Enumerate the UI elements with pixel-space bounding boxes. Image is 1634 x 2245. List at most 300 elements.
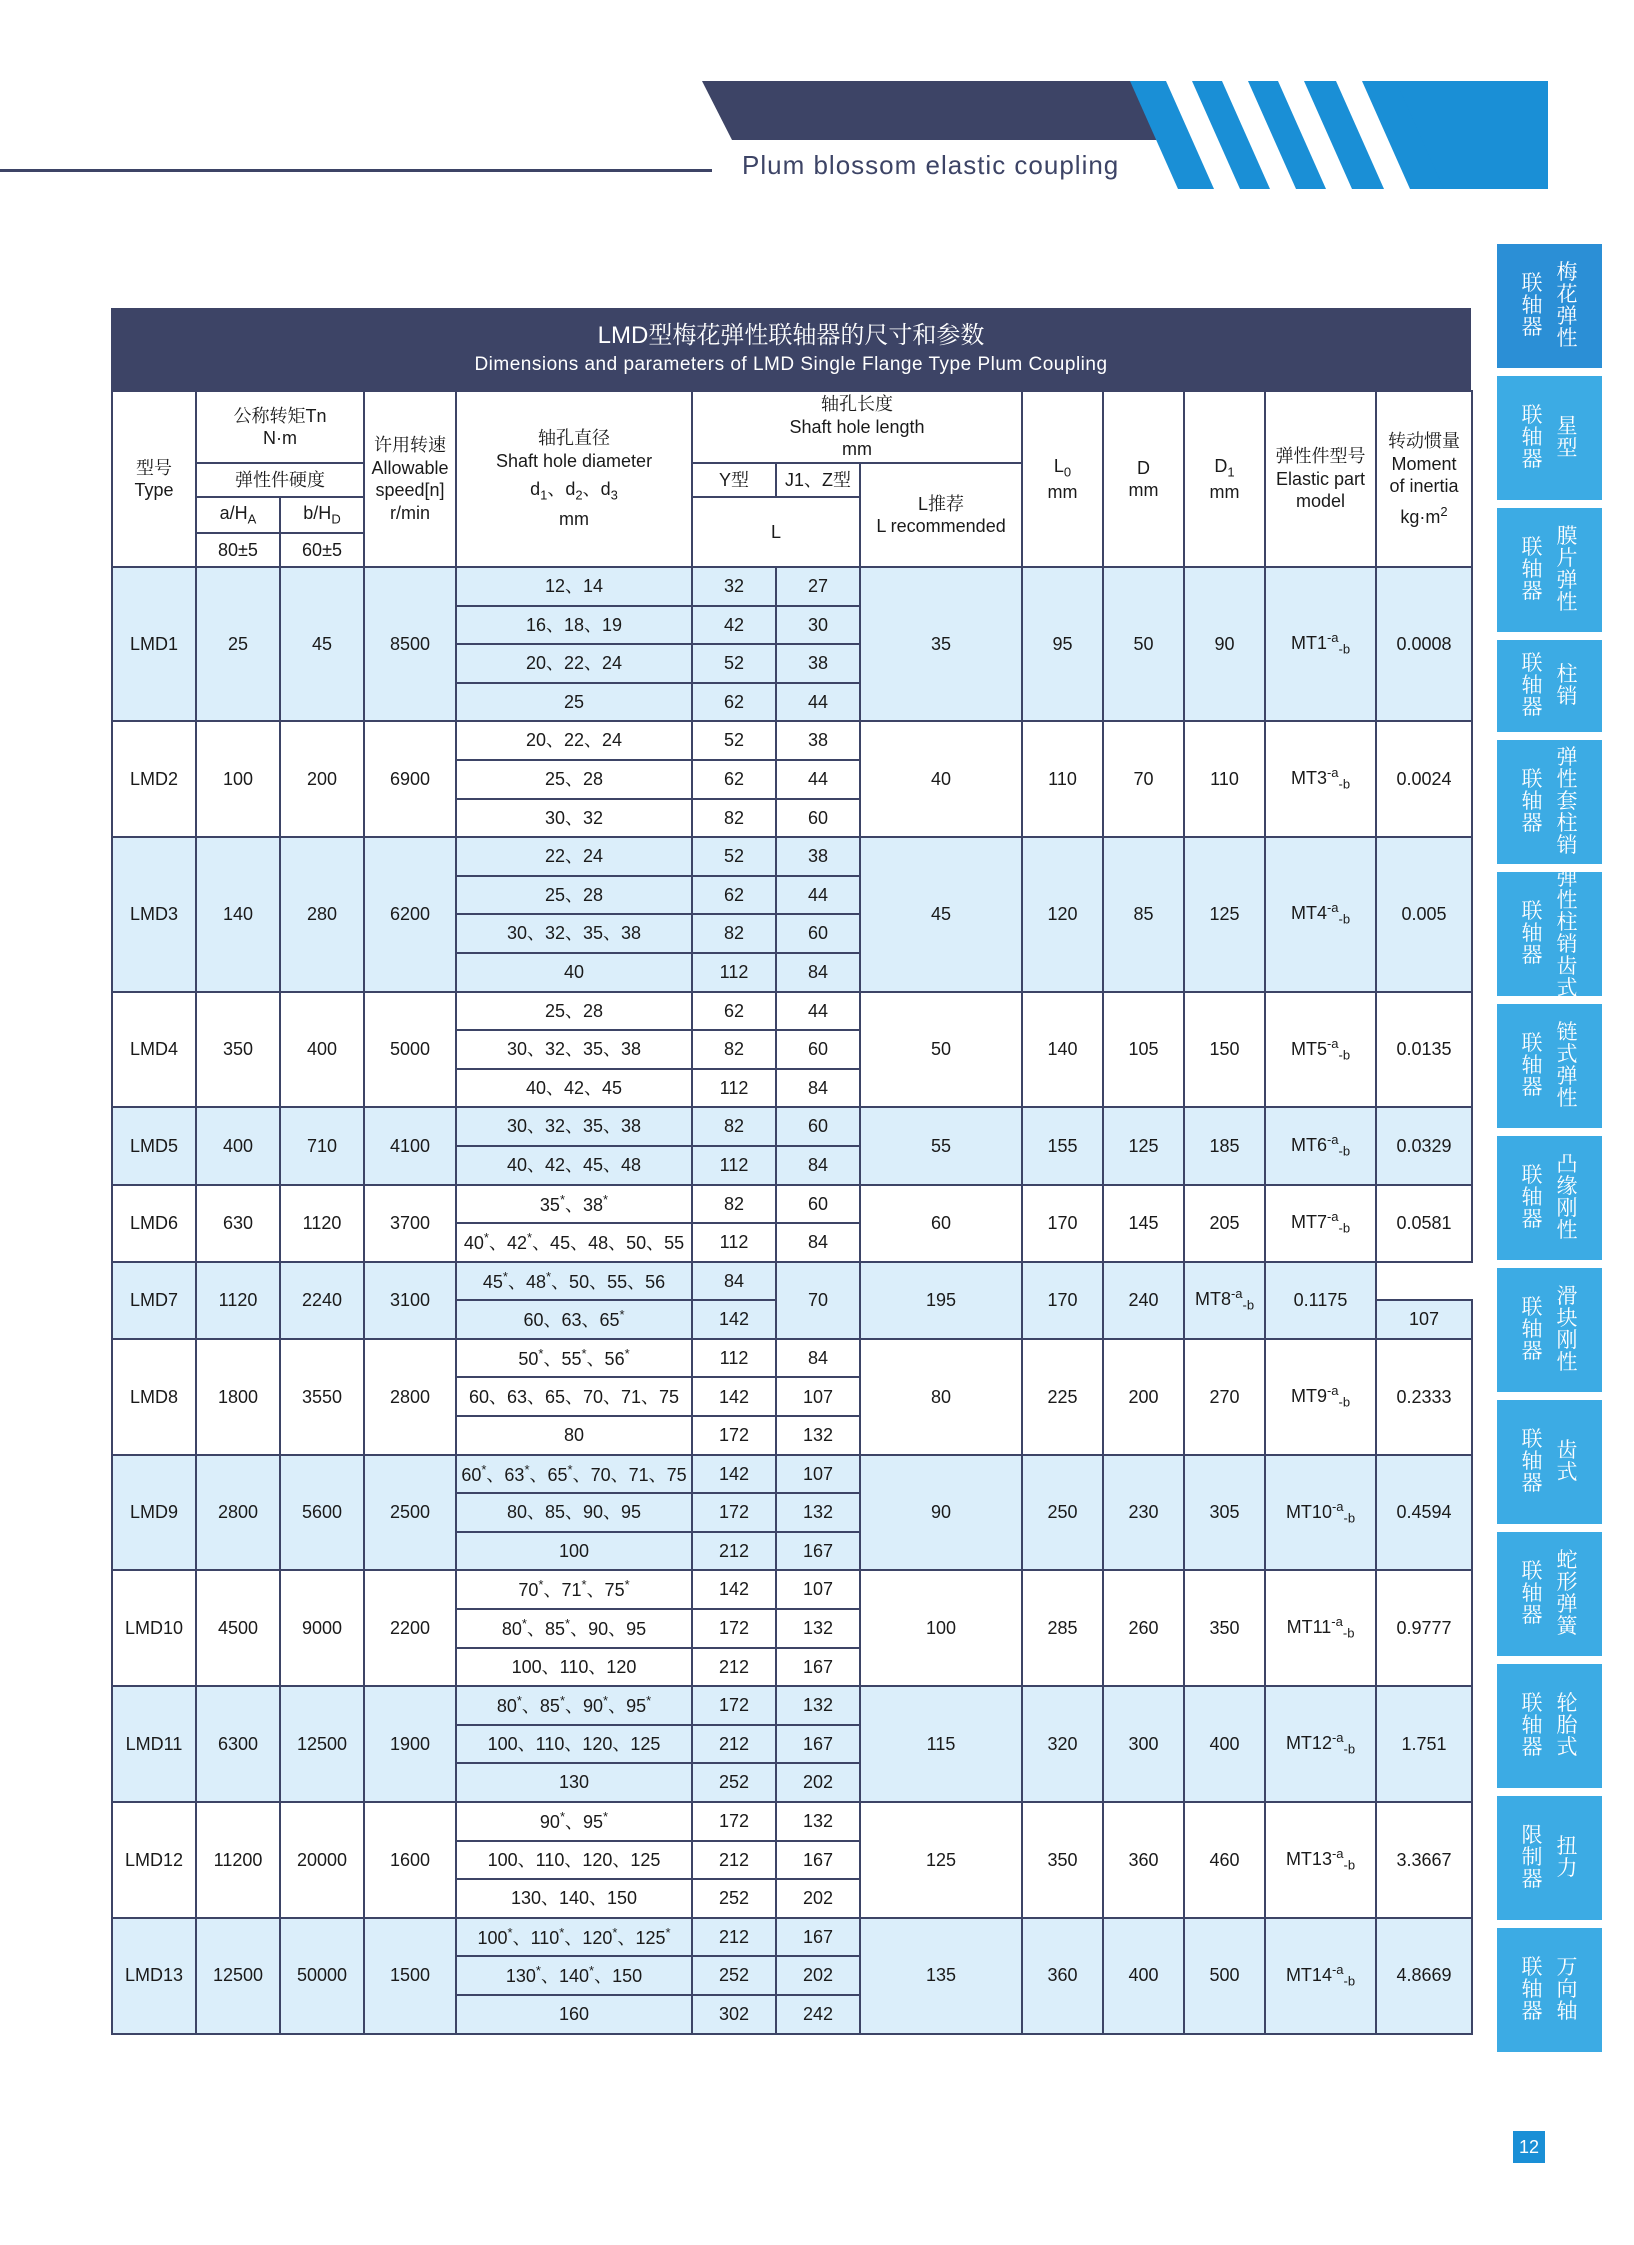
cell-length-y: 302: [692, 1995, 776, 2034]
model-sup: -a: [1326, 1035, 1339, 1051]
sep: 、: [582, 479, 601, 500]
cell-elastic-model: [1265, 1339, 1376, 1455]
cell-l-recommended: 90: [860, 1455, 1022, 1571]
model-sup: -a: [1326, 1209, 1339, 1225]
cell-speed: 3700: [364, 1185, 456, 1262]
model-group-lmd1: [112, 567, 1472, 721]
tab-label-col-2: 凸 缘 刚 性: [1556, 1153, 1578, 1242]
cell-length-j: 202: [776, 1763, 860, 1802]
model-sub: -b: [1338, 1047, 1351, 1063]
cell-length-y: 82: [692, 799, 776, 838]
th-length: 轴孔长度 Shaft hole length mm: [692, 391, 1022, 463]
l0-sym: L: [1053, 455, 1064, 476]
cell-length-y: 32: [692, 567, 776, 606]
cell-torque-b: 1120: [280, 1185, 364, 1262]
th-speed: 许用转速 Allowable speed[n] r/min: [364, 391, 456, 567]
cell-torque-a: 630: [196, 1185, 280, 1262]
cell-length-j: 242: [776, 1995, 860, 2034]
cell-length-y: 212: [692, 1841, 776, 1880]
tab-label-col-1: 联 轴 器: [1521, 1164, 1543, 1231]
cell-l0: 320: [1022, 1686, 1103, 1802]
cell-d: 145: [1103, 1185, 1184, 1262]
star-marker: *: [538, 1577, 544, 1593]
cell-torque-a: 4500: [196, 1570, 280, 1686]
cell-l-recommended: 135: [860, 1918, 1022, 2034]
cell-inertia: 0.0329: [1376, 1107, 1472, 1184]
cell-l0: 110: [1022, 721, 1103, 837]
model-code: MT6: [1290, 1134, 1327, 1155]
cell-type: LMD5: [112, 1107, 196, 1184]
a-h: a/H: [219, 503, 248, 524]
th-hardness: 弹性件硬度: [196, 463, 364, 497]
cell-torque-a: 12500: [196, 1918, 280, 2034]
model-sup: -a: [1331, 1730, 1344, 1746]
category-tab-9[interactable]: [1497, 1268, 1602, 1392]
cell-elastic-model: [1265, 1107, 1376, 1184]
b-sub: D: [331, 511, 341, 527]
cell-hole-diameter: 25: [456, 683, 692, 722]
th-b-value: 60±5: [280, 533, 364, 567]
cell-length-y: 172: [692, 1493, 776, 1532]
category-tab-5[interactable]: [1497, 740, 1602, 864]
cell-hole-diameter: 130、140、150: [456, 1879, 692, 1918]
cell-length-j: 107: [1376, 1300, 1472, 1339]
model-sup: -a: [1331, 1498, 1344, 1514]
cell-speed: 5000: [364, 992, 456, 1108]
tab-label-col-2: 膜 片 弹 性: [1556, 525, 1578, 614]
cell-d: 105: [1103, 992, 1184, 1108]
inertia-sup: 2: [1440, 503, 1448, 519]
cell-type: LMD3: [112, 837, 196, 991]
star-marker: *: [565, 1616, 571, 1632]
cell-elastic-model: [1265, 992, 1376, 1108]
table-row: [112, 721, 1472, 760]
d-sym: d: [600, 479, 611, 500]
cell-length-y: 172: [692, 1802, 776, 1841]
cell-d1: 500: [1184, 1918, 1265, 2034]
cell-d: 400: [1103, 1918, 1184, 2034]
category-tab-12[interactable]: [1497, 1664, 1602, 1788]
tab-label-col-1: 联 轴 器: [1521, 1032, 1543, 1099]
tab-label-col-2: 齿 式: [1556, 1439, 1578, 1484]
model-sup: -a: [1326, 900, 1339, 916]
cell-length-y: 142: [692, 1377, 776, 1416]
table-row: [112, 1339, 1472, 1378]
cell-length-j: 107: [776, 1455, 860, 1494]
cell-hole-diameter: 70*、71*、75*: [456, 1570, 692, 1609]
cell-hole-diameter: 60、63、65*: [456, 1300, 692, 1339]
category-tabs: [1497, 244, 1602, 2060]
tab-label-col-1: 限 制 器: [1521, 1824, 1543, 1891]
th-d: [1103, 391, 1184, 567]
cell-speed: 1500: [364, 1918, 456, 2034]
cell-l0: 225: [1022, 1339, 1103, 1455]
model-sub: -b: [1338, 641, 1351, 657]
table-title-zh: LMD型梅花弹性联轴器的尺寸和参数: [597, 322, 985, 349]
cell-torque-a: 350: [196, 992, 280, 1108]
tab-label-col-2: 星 型: [1556, 415, 1578, 460]
model-sub: -b: [1343, 1741, 1356, 1757]
th-inertia-unit: [1377, 504, 1471, 529]
star-marker: *: [546, 1268, 552, 1284]
model-group-lmd13: [112, 1918, 1472, 2034]
cell-length-j: 84: [692, 1262, 776, 1301]
d1-sym: D: [1214, 455, 1228, 476]
cell-length-y: 82: [692, 1107, 776, 1146]
table-row: [112, 1455, 1472, 1494]
cell-length-j: 27: [776, 567, 860, 606]
model-group-lmd2: [112, 721, 1472, 837]
cell-length-j: 202: [776, 1956, 860, 1995]
cell-length-j: 202: [776, 1879, 860, 1918]
cell-torque-a: 1120: [196, 1262, 280, 1339]
th-l0: [1022, 391, 1103, 567]
d-sym: d: [530, 479, 541, 500]
cell-torque-b: 200: [280, 721, 364, 837]
star-marker: *: [559, 1924, 565, 1940]
cell-length-j: 44: [776, 683, 860, 722]
table-row: [112, 837, 1472, 876]
cell-length-j: 60: [776, 914, 860, 953]
cell-hole-diameter: 40*、42*、45、48、50、55: [456, 1223, 692, 1262]
cell-l-recommended: 40: [860, 721, 1022, 837]
cell-hole-diameter: 130*、140*、150: [456, 1956, 692, 1995]
star-marker: *: [527, 1230, 533, 1246]
cell-length-y: 62: [692, 876, 776, 915]
model-group-lmd3: [112, 837, 1472, 991]
table-row: [112, 1918, 1472, 1957]
cell-l-recommended: 125: [860, 1802, 1022, 1918]
cell-inertia: 0.1175: [1265, 1262, 1376, 1339]
cell-length-y: 252: [692, 1879, 776, 1918]
model-sub: -b: [1343, 1973, 1356, 1989]
category-tab-1[interactable]: [1497, 244, 1602, 368]
star-marker: *: [619, 1307, 625, 1323]
cell-length-j: 60: [776, 1107, 860, 1146]
tab-label-col-2: 扭 力: [1556, 1835, 1578, 1880]
cell-d: 200: [1103, 1339, 1184, 1455]
model-code: MT1: [1290, 633, 1327, 654]
tab-label-col-1: 联 轴 器: [1521, 900, 1543, 967]
cell-d1: 305: [1184, 1455, 1265, 1571]
cell-type: LMD9: [112, 1455, 196, 1571]
cell-elastic-model: [1265, 837, 1376, 991]
cell-speed: 1600: [364, 1802, 456, 1918]
tab-label-col-1: 联 轴 器: [1521, 652, 1543, 719]
cell-hole-diameter: 80*、85*、90、95: [456, 1609, 692, 1648]
tab-label-col-1: 联 轴 器: [1521, 1428, 1543, 1495]
model-sub: -b: [1242, 1297, 1255, 1313]
model-group-lmd4: [112, 992, 1472, 1108]
model-sup: -a: [1331, 1845, 1344, 1861]
cell-l0: 360: [1022, 1918, 1103, 2034]
cell-torque-a: 25: [196, 567, 280, 721]
star-marker: *: [521, 1616, 527, 1632]
l0-sub: 0: [1063, 464, 1072, 480]
cell-length-j: 44: [776, 992, 860, 1031]
cell-speed: 6200: [364, 837, 456, 991]
cell-inertia: 0.0024: [1376, 721, 1472, 837]
model-sub: -b: [1338, 1220, 1351, 1236]
th-l-recommended: L推荐 L recommended: [860, 463, 1022, 567]
model-group-lmd6: [112, 1185, 1472, 1262]
cell-length-y: 142: [692, 1570, 776, 1609]
star-marker: *: [603, 1693, 609, 1709]
cell-hole-diameter: 25、28: [456, 876, 692, 915]
star-marker: *: [589, 1963, 595, 1979]
cell-length-j: 38: [776, 721, 860, 760]
category-tab-10[interactable]: [1497, 1400, 1602, 1524]
cell-length-j: 132: [776, 1686, 860, 1725]
cell-length-j: 84: [776, 1146, 860, 1185]
cell-length-j: 132: [776, 1802, 860, 1841]
cell-hole-diameter: 40、42、45、48: [456, 1146, 692, 1185]
cell-length-j: 167: [776, 1532, 860, 1571]
star-marker: *: [559, 1693, 566, 1709]
cell-length-y: 62: [692, 992, 776, 1031]
cell-type: LMD7: [112, 1262, 196, 1339]
cell-inertia: 0.0581: [1376, 1185, 1472, 1262]
cell-length-y: 112: [692, 1069, 776, 1108]
cell-d: 260: [1103, 1570, 1184, 1686]
cell-inertia: 0.4594: [1376, 1455, 1472, 1571]
model-sub: -b: [1338, 912, 1351, 928]
cell-type: LMD12: [112, 1802, 196, 1918]
cell-hole-diameter: 60*、63*、65*、70、71、75: [456, 1455, 692, 1494]
star-marker: *: [624, 1345, 630, 1361]
cell-d: 125: [1103, 1107, 1184, 1184]
cell-length-j: 107: [776, 1570, 860, 1609]
category-tab-8[interactable]: [1497, 1136, 1602, 1260]
tab-label-col-1: 联 轴 器: [1521, 1296, 1543, 1363]
cell-type: LMD2: [112, 721, 196, 837]
b-h: b/H: [303, 503, 332, 524]
cell-length-y: 52: [692, 721, 776, 760]
star-marker: *: [481, 1461, 487, 1477]
cell-d1: 110: [1184, 721, 1265, 837]
cell-length-j: 38: [776, 644, 860, 683]
cell-hole-diameter: 45*、48*、50、55、56: [456, 1262, 692, 1301]
cell-d: 170: [1022, 1262, 1103, 1339]
th-d1-unit: mm: [1209, 481, 1240, 502]
model-sup: -a: [1326, 1382, 1339, 1398]
cell-l-recommended: 60: [860, 1185, 1022, 1262]
th-elastic: 弹性件型号 Elastic part model: [1265, 391, 1376, 567]
star-marker: *: [516, 1693, 522, 1709]
model-code: MT7: [1290, 1212, 1327, 1233]
cell-l-recommended: 35: [860, 567, 1022, 721]
cell-length-j: 60: [776, 799, 860, 838]
star-marker: *: [603, 1809, 609, 1825]
cell-d1: 240: [1103, 1262, 1184, 1339]
model-group-lmd12: [112, 1802, 1472, 1918]
model-code: MT9: [1290, 1385, 1327, 1406]
model-code: MT11: [1286, 1617, 1332, 1638]
cell-length-y: 212: [692, 1532, 776, 1571]
cell-length-j: 107: [776, 1377, 860, 1416]
cell-torque-b: 3550: [280, 1339, 364, 1455]
tab-label-col-1: 联 轴 器: [1521, 272, 1543, 339]
cell-length-y: 172: [692, 1686, 776, 1725]
cell-length-y: 112: [692, 1146, 776, 1185]
cell-d1: 270: [1184, 1339, 1265, 1455]
cell-inertia: 0.0008: [1376, 567, 1472, 721]
cell-torque-b: 50000: [280, 1918, 364, 2034]
a-sub: A: [247, 511, 257, 527]
cell-length-j: 38: [776, 837, 860, 876]
cell-l-recommended: 50: [860, 992, 1022, 1108]
tab-label-col-1: 联 轴 器: [1521, 1560, 1543, 1627]
cell-l-recommended: 55: [860, 1107, 1022, 1184]
model-sub: -b: [1343, 1510, 1356, 1526]
model-group-lmd5: [112, 1107, 1472, 1184]
model-code: MT8: [1194, 1289, 1231, 1310]
cell-hole-diameter: 130: [456, 1763, 692, 1802]
cell-speed: 8500: [364, 567, 456, 721]
star-marker: *: [535, 1963, 541, 1979]
cell-hole-diameter: 160: [456, 1995, 692, 2034]
cell-hole-diameter: 100、110、120、125: [456, 1725, 692, 1764]
cell-l0: 195: [860, 1262, 1022, 1339]
cell-hole-diameter: 60、63、65、70、71、75: [456, 1377, 692, 1416]
cell-torque-a: 2800: [196, 1455, 280, 1571]
table-row: [112, 1570, 1472, 1609]
cell-length-j: 84: [776, 1223, 860, 1262]
cell-hole-diameter: 40: [456, 953, 692, 992]
cell-length-j: 167: [776, 1648, 860, 1687]
cell-length-y: 172: [692, 1416, 776, 1455]
cell-length-y: 172: [692, 1609, 776, 1648]
cell-torque-b: 5600: [280, 1455, 364, 1571]
cell-l0: 170: [1022, 1185, 1103, 1262]
cell-hole-diameter: 50*、55*、56*: [456, 1339, 692, 1378]
cell-length-y: 52: [692, 644, 776, 683]
model-sub: -b: [1343, 1857, 1356, 1873]
cell-elastic-model: [1265, 567, 1376, 721]
model-sub: -b: [1338, 1143, 1351, 1159]
th-l-symbol: L: [692, 497, 860, 567]
cell-type: LMD4: [112, 992, 196, 1108]
model-sup: -a: [1331, 1614, 1343, 1630]
model-sub: -b: [1338, 1394, 1351, 1410]
th-l0-unit: mm: [1047, 481, 1078, 502]
model-code: MT4: [1290, 903, 1327, 924]
cell-torque-a: 400: [196, 1107, 280, 1184]
table-title-en: Dimensions and parameters of LMD Single Flange Type Plum Coupling: [474, 354, 1108, 375]
cell-inertia: 0.005: [1376, 837, 1472, 991]
page-number: 12: [1513, 2131, 1545, 2163]
cell-speed: 2200: [364, 1570, 456, 1686]
cell-length-y: 42: [692, 606, 776, 645]
tab-label-col-1: 联 轴 器: [1521, 536, 1543, 603]
star-marker: *: [567, 1461, 573, 1477]
star-marker: *: [581, 1577, 587, 1593]
cell-d1: 150: [1184, 992, 1265, 1108]
cell-elastic-model: [1265, 1686, 1376, 1802]
category-tab-4[interactable]: [1497, 640, 1602, 732]
cell-length-j: 84: [776, 1069, 860, 1108]
tab-label-col-1: 联 轴 器: [1521, 1956, 1543, 2023]
model-sub: -b: [1342, 1626, 1355, 1641]
cell-elastic-model: [1265, 1802, 1376, 1918]
cell-speed: 1900: [364, 1686, 456, 1802]
cell-hole-diameter: 30、32、35、38: [456, 1030, 692, 1069]
cell-torque-a: 6300: [196, 1686, 280, 1802]
th-diameter: [456, 391, 692, 567]
category-tab-6[interactable]: [1497, 867, 1602, 1000]
cell-inertia: 3.3667: [1376, 1802, 1472, 1918]
category-tab-11[interactable]: [1497, 1532, 1602, 1656]
cell-type: LMD1: [112, 567, 196, 721]
cell-l0: 250: [1022, 1455, 1103, 1571]
category-tab-2[interactable]: [1497, 376, 1602, 500]
cell-d1: 400: [1184, 1686, 1265, 1802]
cell-elastic-model: [1184, 1262, 1265, 1339]
cell-speed: 3100: [364, 1262, 456, 1339]
model-sup: -a: [1326, 630, 1339, 646]
cell-elastic-model: [1265, 1455, 1376, 1571]
cell-length-y: 112: [692, 1339, 776, 1378]
th-a-value: 80±5: [196, 533, 280, 567]
table-row: [112, 992, 1472, 1031]
cell-l-recommended: 70: [776, 1262, 860, 1339]
th-l0-sym: [1023, 455, 1102, 481]
cell-torque-a: 1800: [196, 1339, 280, 1455]
cell-length-j: 60: [776, 1030, 860, 1069]
tab-label-col-2: 蛇 形 弹 簧: [1556, 1549, 1578, 1638]
cell-d1: 90: [1184, 567, 1265, 721]
cell-length-y: 212: [692, 1648, 776, 1687]
star-marker: *: [603, 1191, 609, 1207]
cell-d1: 460: [1184, 1802, 1265, 1918]
cell-speed: 4100: [364, 1107, 456, 1184]
tab-label-col-1: 联 轴 器: [1521, 1692, 1543, 1759]
model-code: MT14: [1285, 1964, 1332, 1985]
star-marker: *: [665, 1924, 671, 1940]
cell-l-recommended: 80: [860, 1339, 1022, 1455]
star-marker: *: [507, 1924, 513, 1940]
cell-torque-a: 11200: [196, 1802, 280, 1918]
model-sup: -a: [1326, 1131, 1339, 1147]
cell-speed: 6900: [364, 721, 456, 837]
table-row: [112, 1802, 1472, 1841]
cell-length-j: 167: [776, 1725, 860, 1764]
model-group-lmd10: [112, 1570, 1472, 1686]
tab-label-col-2: 弹 性 套 柱 销: [1556, 746, 1578, 857]
model-sub: -b: [1338, 776, 1351, 792]
table-row: [112, 1262, 1472, 1301]
cell-length-y: 82: [692, 1030, 776, 1069]
category-tab-7[interactable]: [1497, 1004, 1602, 1128]
category-tab-3[interactable]: [1497, 508, 1602, 632]
star-marker: *: [483, 1230, 489, 1246]
cell-hole-diameter: 20、22、24: [456, 721, 692, 760]
category-tab-14[interactable]: [1497, 1928, 1602, 2052]
cell-length-j: 44: [776, 760, 860, 799]
cell-d: 360: [1103, 1802, 1184, 1918]
cell-hole-diameter: 100: [456, 1532, 692, 1571]
cell-inertia: 0.0135: [1376, 992, 1472, 1108]
category-tab-13[interactable]: [1497, 1796, 1602, 1920]
tab-label-col-1: 联 轴 器: [1521, 768, 1543, 835]
cell-d1: 125: [1184, 837, 1265, 991]
cell-hole-diameter: 30、32: [456, 799, 692, 838]
th-a-hardness: [196, 497, 280, 533]
star-marker: *: [524, 1461, 530, 1477]
cell-hole-diameter: 16、18、19: [456, 606, 692, 645]
model-sup: -a: [1230, 1286, 1243, 1302]
spec-table: [111, 390, 1473, 2035]
